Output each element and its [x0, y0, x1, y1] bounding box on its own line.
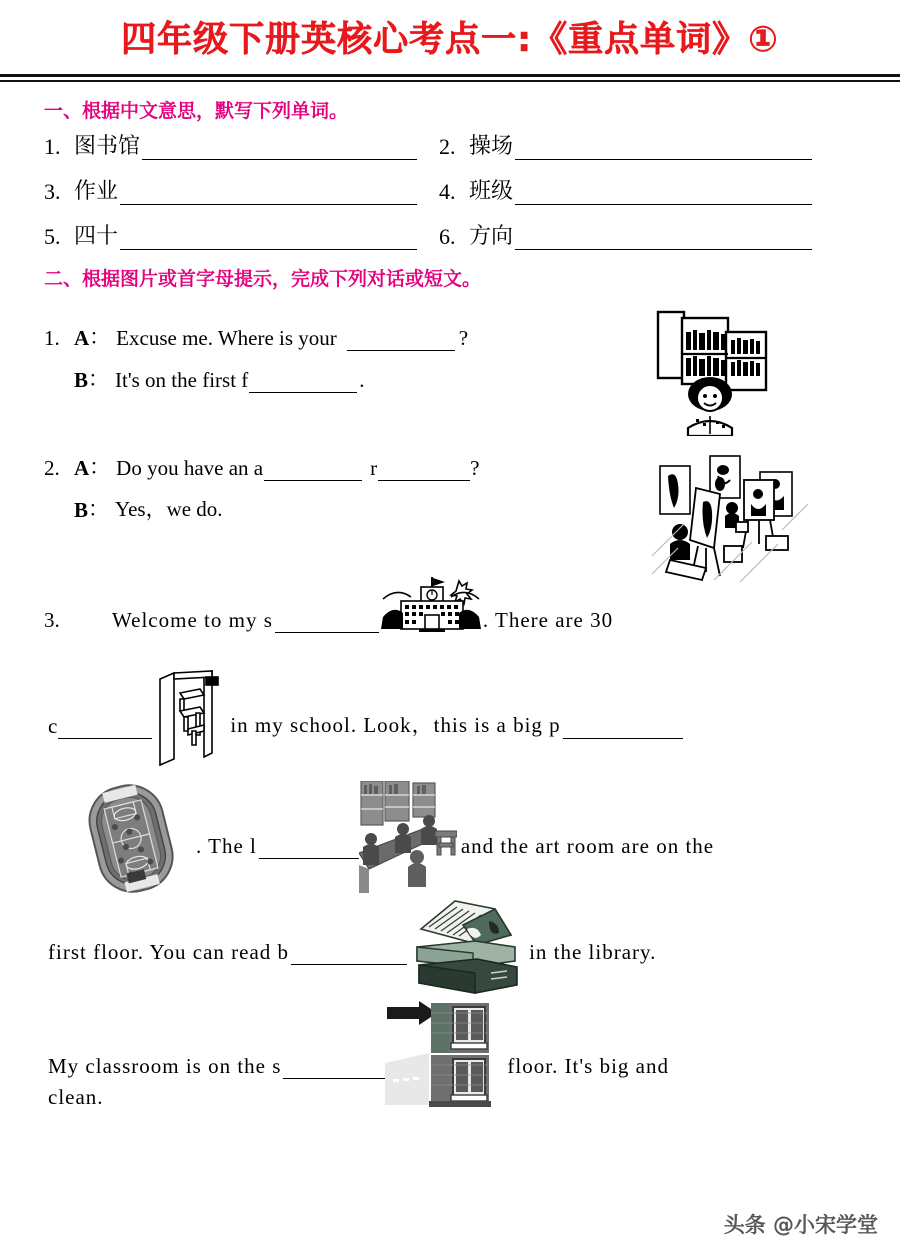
- vocab-answer-blank[interactable]: [515, 139, 812, 160]
- speaker-separator: ：: [88, 367, 110, 391]
- vocabulary-grid: [44, 129, 834, 250]
- dialogue-2-blank-1[interactable]: [264, 461, 362, 481]
- vocab-row: [44, 219, 834, 250]
- vocab-number: 5.: [44, 224, 61, 249]
- vocab-answer-blank[interactable]: [142, 139, 417, 160]
- vocab-answer-blank[interactable]: [120, 229, 417, 250]
- dialogue-text-end: ?: [458, 326, 469, 350]
- passage-text-end: . There are 30: [482, 608, 614, 632]
- passage-text: clean.: [48, 1085, 104, 1109]
- passage-blank-library[interactable]: [259, 839, 359, 859]
- passage-blank-second[interactable]: [283, 1059, 387, 1079]
- passage-hint-c: c: [48, 714, 58, 738]
- dialogue-2-blank-2[interactable]: [378, 461, 470, 481]
- speaker-separator: ：: [89, 325, 111, 349]
- vocab-item-1: [44, 129, 439, 160]
- desk-chair-illustration: [152, 669, 224, 769]
- passage-text: My classroom is on the s: [48, 1054, 282, 1078]
- vocab-item-4: [439, 174, 834, 205]
- vocab-answer-blank[interactable]: [515, 184, 812, 205]
- header-divider: [0, 74, 900, 82]
- vocab-word: 方向: [469, 223, 514, 248]
- dialogue-text: Yes，we do.: [115, 497, 223, 521]
- passage-text: Welcome to my s: [112, 608, 273, 632]
- vocab-number: 1.: [44, 134, 61, 159]
- passage-text-end: in the library.: [529, 940, 657, 964]
- playground-stadium-aerial-photo: [72, 779, 194, 897]
- vocab-number: 4.: [439, 179, 456, 204]
- vocab-item-6: [439, 219, 834, 250]
- passage-text: . The l: [196, 834, 257, 858]
- vocab-answer-blank[interactable]: [515, 229, 812, 250]
- speaker-separator: ：: [89, 455, 111, 479]
- speaker-label-b: B: [74, 368, 89, 392]
- vocab-item-3: [44, 174, 439, 205]
- vocab-item-2: [439, 129, 834, 160]
- vocab-word: 班级: [469, 178, 514, 203]
- page-title: 四年级下册英核心考点一:《重点单词》①: [121, 20, 779, 60]
- speaker-label-a: A: [74, 456, 90, 480]
- library-interior-photo: [359, 781, 457, 893]
- passage-blank-books[interactable]: [291, 945, 407, 965]
- vocab-word: 作业: [74, 178, 119, 203]
- dialogue-text-end: ?: [470, 456, 480, 480]
- dialogue-text: Do you have an a: [116, 456, 264, 480]
- section-one-heading: 一、根据中文意思，默写下列单词。: [44, 100, 349, 122]
- passage-line-2: [44, 639, 844, 739]
- vocab-word: 图书馆: [74, 133, 141, 158]
- stack-of-books-photo: [403, 895, 525, 999]
- section-two-heading: 二、根据图片或首字母提示，完成下列对话或短文。: [44, 268, 482, 290]
- speaker-label-a: A: [74, 326, 90, 350]
- vocab-row: [44, 174, 834, 205]
- passage-blank-classrooms[interactable]: [58, 719, 152, 739]
- dialogue-text-end: .: [359, 368, 365, 392]
- library-bookshelf-girl-illustration: [648, 306, 788, 436]
- passage-blank-playground[interactable]: [563, 719, 683, 739]
- passage-3: [44, 575, 844, 1110]
- vocab-answer-blank[interactable]: [120, 184, 417, 205]
- passage-text-end: floor. It's big and: [507, 1054, 670, 1078]
- dialogue-number: 1.: [44, 326, 60, 350]
- vocab-row: [44, 129, 834, 160]
- watermark: 头条 @小宋学堂: [723, 1213, 878, 1237]
- school-building-flag-sun-icon: [381, 577, 481, 635]
- passage-blank-school[interactable]: [275, 613, 379, 633]
- vocab-word: 四十: [74, 223, 119, 248]
- vocab-word: 操场: [469, 133, 514, 158]
- speaker-separator: ：: [88, 497, 110, 521]
- dialogue-1-blank-1[interactable]: [347, 331, 455, 351]
- dialogue-text: Excuse me. Where is your: [116, 326, 337, 350]
- dialogue-1-blank-2[interactable]: [249, 373, 357, 393]
- passage-number: 3.: [44, 608, 60, 632]
- vocab-number: 3.: [44, 179, 61, 204]
- passage-text: first floor. You can read b: [48, 940, 290, 964]
- dialogue-text-middle: r: [370, 456, 378, 480]
- art-room-easels-illustration: [648, 452, 818, 587]
- passage-text: in my school. Look，this is a big p: [230, 713, 561, 737]
- vocab-number: 2.: [439, 134, 456, 159]
- passage-text-end: and the art room are on the: [460, 834, 715, 858]
- dialogue-text: It's on the first f: [115, 368, 249, 392]
- two-story-building-arrow-photo: [385, 1001, 505, 1113]
- dialogue-number: 2.: [44, 456, 60, 480]
- speaker-label-b: B: [74, 498, 89, 522]
- vocab-item-5: [44, 219, 439, 250]
- vocab-number: 6.: [439, 224, 456, 249]
